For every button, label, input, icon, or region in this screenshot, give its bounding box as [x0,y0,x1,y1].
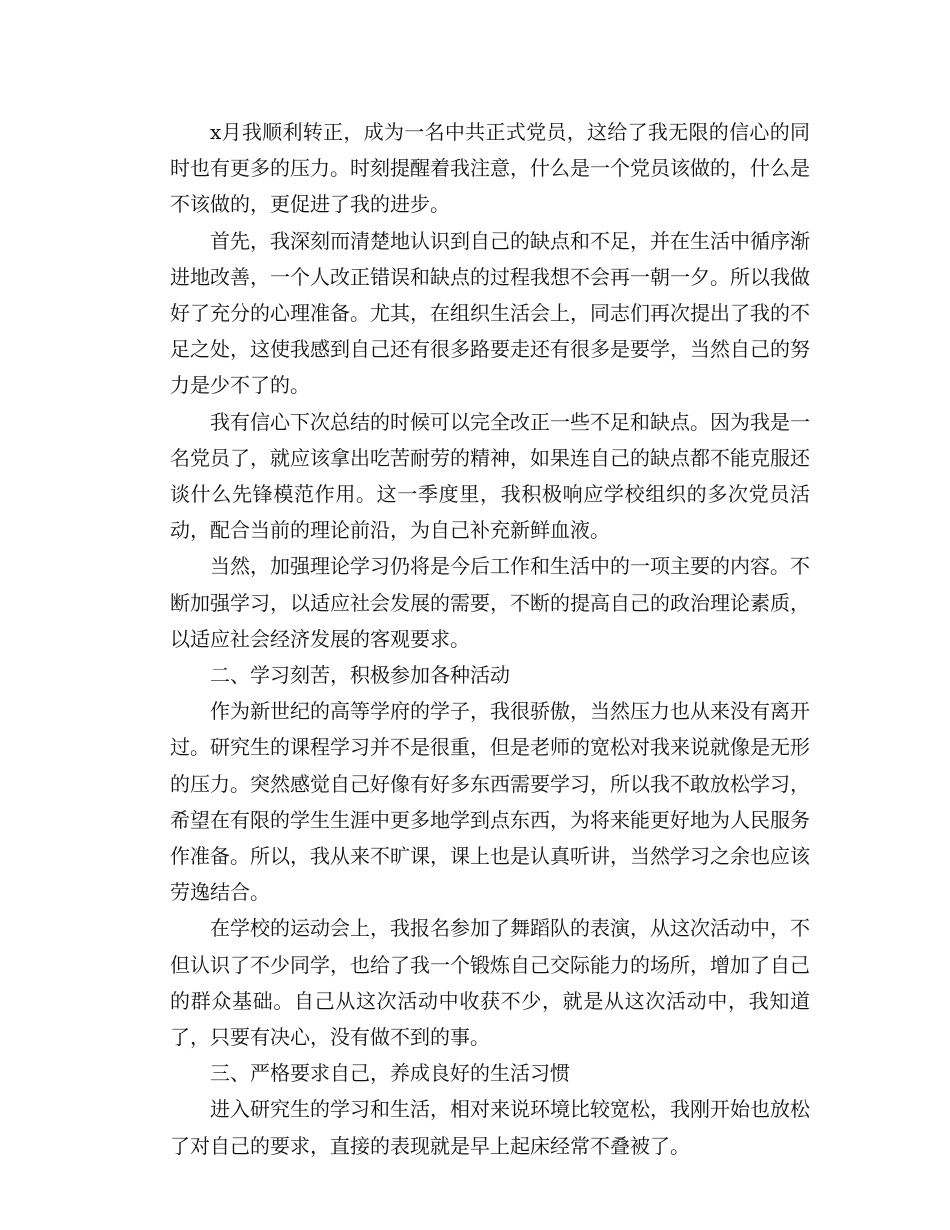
paragraph-theory-study: 当然，加强理论学习仍将是今后工作和生活中的一项主要的内容。不断加强学习，以适应社会发展的需要，不断的提高自己的政治理论素质，以适应社会经济发展的客观要求。 [170,554,810,651]
section-heading-habits: 三、严格要求自己，养成良好的生活习惯 [210,1061,570,1086]
paragraph-daily-habits: 进入研究生的学习和生活，相对来说环境比较宽松，我刚开始也放松了对自己的要求，直接的表现就是早上起床经常不叠被了。 [170,1097,810,1158]
paragraph-student-life: 作为新世纪的高等学府的学子，我很骄傲，当然压力也从来没有离开过。研究生的课程学习并不是很重，但是老师的宽松对我来说就像是无形的压力。突然感觉自己好像有好多东西需要学习，所以我不敢放松学习，希望在有限的学生生涯中更多地学到点东西，为将来能更好地为人民服务作准备。所以，我从来不旷课，课上也是认真听讲，当然学习之余也应该劳逸结合。 [170,699,810,905]
paragraph-self-awareness: 首先，我深刻而清楚地认识到自己的缺点和不足，并在生活中循序渐进地改善，一个人改正错误和缺点的过程我想不会再一朝一夕。所以我做好了充分的心理准备。尤其，在组织生活会上，同志们再次提出了我的不足之处，这使我感到自己还有很多路要走还有很多是要学，当然自己的努力是少不了的。 [170,228,810,398]
paragraph-confidence: 我有信心下次总结的时候可以完全改正一些不足和缺点。因为我是一名党员了，就应该拿出吃苦耐劳的精神，如果连自己的缺点都不能克服还谈什么先锋模范作用。这一季度里，我积极响应学校组织的多次党员活动，配合当前的理论前沿，为自己补充新鲜血液。 [170,409,810,543]
document-page [170,114,810,1164]
paragraph-sports-meet: 在学校的运动会上，我报名参加了舞蹈队的表演，从这次活动中，不但认识了不少同学，也给了我一个锻炼自己交际能力的场所，增加了自己的群众基础。自己从这次活动中收获不少，就是从这次活动中，我知道了，只要有决心，没有做不到的事。 [170,916,810,1050]
paragraph-probation: x月我顺利转正，成为一名中共正式党员，这给了我无限的信心的同时也有更多的压力。时刻提醒着我注意，什么是一个党员该做的，什么是不该做的，更促进了我的进步。 [170,120,810,217]
section-heading-study: 二、学习刻苦，积极参加各种活动 [210,663,510,688]
